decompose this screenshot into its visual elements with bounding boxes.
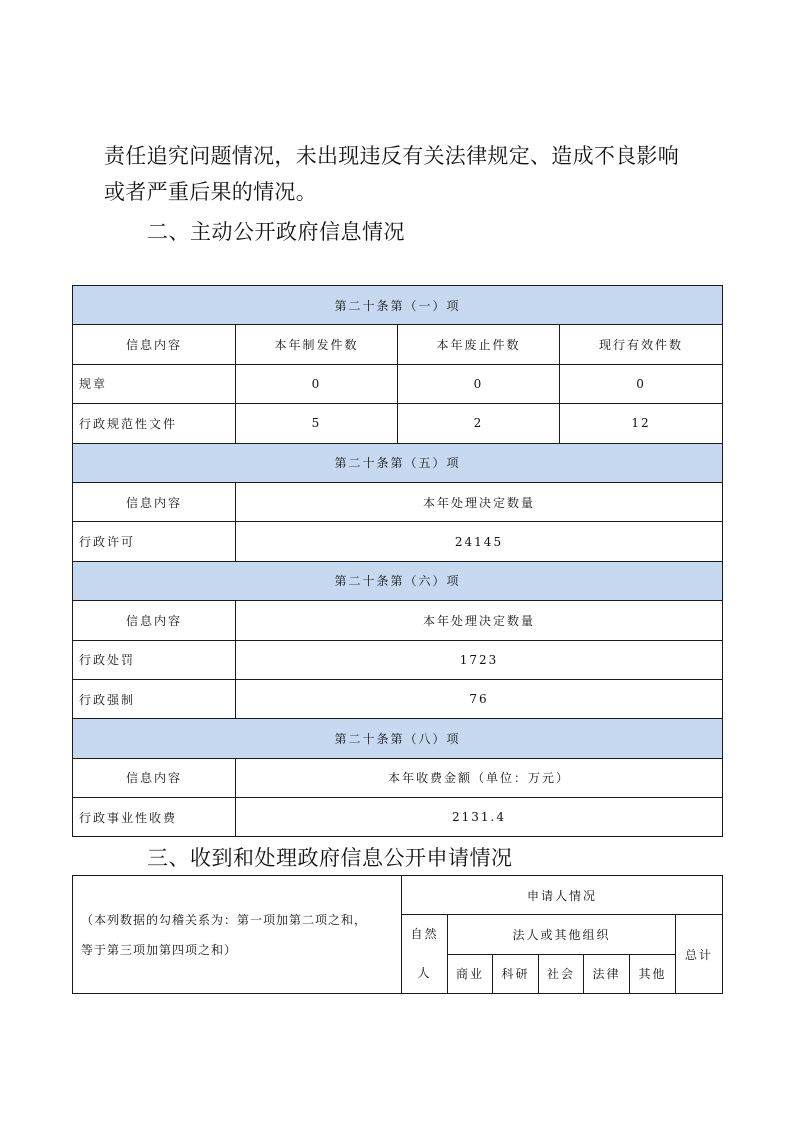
subcol-other: 其他 <box>630 954 676 994</box>
header-abolished-count: 本年废止件数 <box>398 325 560 364</box>
table-row <box>73 679 723 718</box>
cell-value: 2131.4 <box>236 798 723 837</box>
table-row <box>73 364 723 403</box>
header-info-content: 信息内容 <box>73 601 236 640</box>
paragraph-line-1: 责任追究问题情况，未出现违反有关法律规定、造成不良影响 <box>104 144 680 168</box>
header-valid-count: 现行有效件数 <box>560 325 723 364</box>
header-fee-amount: 本年收费金额（单位：万元） <box>236 758 723 797</box>
cell-value: 12 <box>560 404 723 443</box>
cell-value: 0 <box>560 364 723 403</box>
subcol-commercial: 商业 <box>448 954 493 994</box>
cell-value: 1723 <box>236 640 723 679</box>
row-label: 行政许可 <box>73 522 236 561</box>
note-line-1: （本列数据的勾稽关系为：第一项加第二项之和， <box>81 912 368 927</box>
reconciliation-note <box>73 876 402 994</box>
header-info-content: 信息内容 <box>73 482 236 521</box>
table-row <box>73 640 723 679</box>
subcol-research: 科研 <box>493 954 539 994</box>
header-decision-count: 本年处理决定数量 <box>236 601 723 640</box>
row-label: 行政事业性收费 <box>73 798 236 837</box>
row-label: 行政强制 <box>73 679 236 718</box>
section-2-title: 二、主动公开政府信息情况 <box>147 220 405 244</box>
note-line-2: 等于第三项加第四项之和） <box>81 942 238 957</box>
natural-person-header: 自然 人 <box>402 915 448 994</box>
header-info-content: 信息内容 <box>73 758 236 797</box>
application-table <box>72 875 723 994</box>
header-info-content: 信息内容 <box>73 325 236 364</box>
cell-value: 76 <box>236 679 723 718</box>
applicant-situation-header: 申请人情况 <box>402 876 723 915</box>
cell-value: 5 <box>236 404 398 443</box>
active-disclosure-table <box>72 285 723 837</box>
header-decision-count: 本年处理决定数量 <box>236 482 723 521</box>
section-title-article20-item6: 第二十条第（六）项 <box>73 561 723 600</box>
row-label: 行政处罚 <box>73 640 236 679</box>
cell-value: 24145 <box>236 522 723 561</box>
row-label: 规章 <box>73 364 236 403</box>
paragraph-line-2: 或者严重后果的情况。 <box>104 180 317 204</box>
section-3-title: 三、收到和处理政府信息公开申请情况 <box>147 846 513 870</box>
section-title-article20-item5: 第二十条第（五）项 <box>73 443 723 482</box>
section-title-article20-item8: 第二十条第（八）项 <box>73 719 723 758</box>
cell-value: 0 <box>398 364 560 403</box>
table-row <box>73 522 723 561</box>
section-title-article20-item1: 第二十条第（一）项 <box>73 286 723 325</box>
subcol-social: 社会 <box>539 954 584 994</box>
legal-entity-header: 法人或其他组织 <box>448 915 676 955</box>
total-header: 总计 <box>676 915 723 994</box>
cell-value: 2 <box>398 404 560 443</box>
table-row <box>73 404 723 443</box>
cell-value: 0 <box>236 364 398 403</box>
table-row <box>73 798 723 837</box>
subcol-legal: 法律 <box>584 954 630 994</box>
row-label: 行政规范性文件 <box>73 404 236 443</box>
header-issued-count: 本年制发件数 <box>236 325 398 364</box>
